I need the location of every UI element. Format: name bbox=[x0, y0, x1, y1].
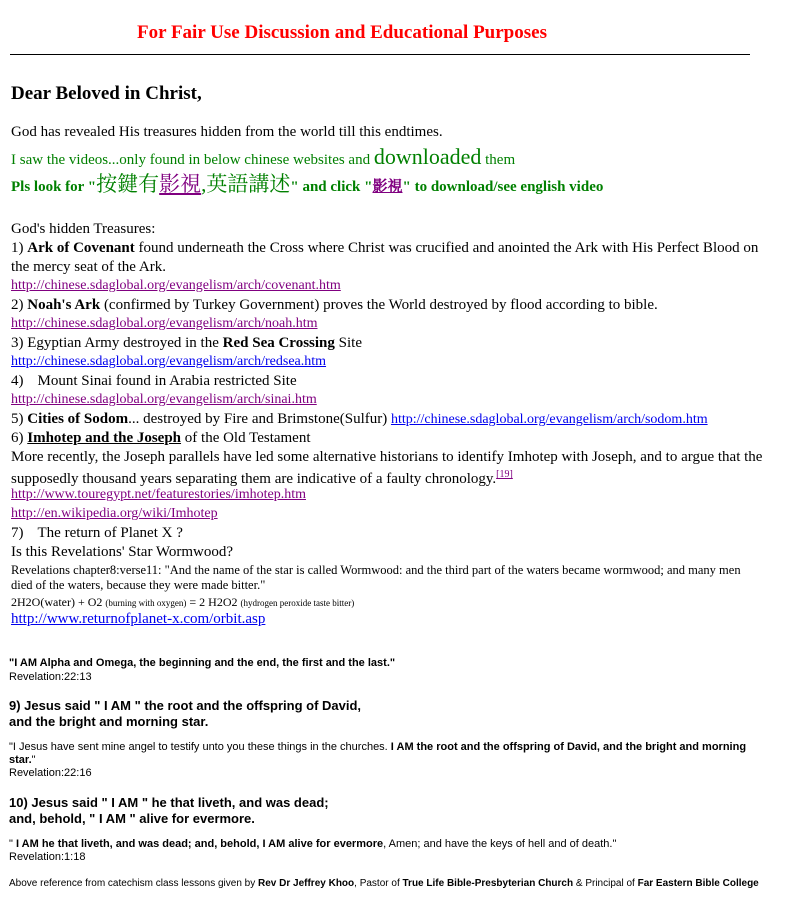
chem-d: (hydrogen peroxide taste bitter) bbox=[240, 598, 355, 608]
treasures-heading: God's hidden Treasures: bbox=[11, 221, 156, 237]
alpha-quote: "I AM Alpha and Omega, the beginning and the end, the first and the last." bbox=[9, 657, 396, 669]
item2-num: 2) bbox=[11, 297, 28, 313]
planetx-link[interactable]: http://www.returnofplanet-x.com/orbit.asp bbox=[11, 611, 266, 627]
item5-line bbox=[11, 411, 708, 428]
chem-b: (burning with oxygen) bbox=[105, 598, 187, 608]
item6-para-line2 bbox=[11, 469, 513, 488]
item7-num: 7) bbox=[11, 525, 24, 541]
item7-line bbox=[11, 525, 183, 542]
item4-text: Mount Sinai found in Arabia restricted Site bbox=[37, 373, 297, 389]
item1-line1 bbox=[11, 240, 758, 257]
pls-line-mid: " and click " bbox=[290, 179, 373, 195]
item3-bold: Red Sea Crossing bbox=[222, 335, 335, 351]
item5-bold: Cities of Sodom bbox=[27, 411, 129, 427]
footnote-19-link[interactable]: [19] bbox=[496, 469, 513, 480]
redsea-link[interactable]: http://chinese.sdaglobal.org/evangelism/arch/redsea.htm bbox=[11, 354, 327, 369]
footer-college-name: Far Eastern Bible College bbox=[637, 878, 759, 889]
chem-a: 2H2O(water) + O2 bbox=[11, 595, 106, 609]
covenant-link[interactable]: http://chinese.sdaglobal.org/evangelism/arch/covenant.htm bbox=[11, 278, 341, 293]
item7-text: The return of Planet X ? bbox=[37, 525, 183, 541]
item6-post: of the Old Testament bbox=[181, 430, 311, 446]
wikipedia-imhotep-link[interactable]: http://en.wikipedia.org/wiki/Imhotep bbox=[11, 506, 218, 521]
section9-heading-line1: 9) Jesus said " I AM " the root and the offspring of David, bbox=[9, 698, 362, 713]
section10-quote bbox=[9, 838, 616, 850]
chem-c: = 2 H2O2 bbox=[186, 595, 241, 609]
ten-quote-bold: I AM he that liveth, and was dead; and, behold, I AM alive for evermore bbox=[15, 838, 384, 850]
item6-para-line1: More recently, the Joseph parallels have led some alternative historians to identify Imhotep with Joseph, and to argue that the bbox=[11, 449, 763, 465]
item4-num: 4) bbox=[11, 373, 24, 389]
touregypt-link[interactable]: http://www.touregypt.net/featurestories/imhotep.htm bbox=[11, 487, 306, 502]
item1-line2: the mercy seat of the Ark. bbox=[11, 259, 166, 275]
footer-church-name: True Life Bible-Presbyterian Church bbox=[402, 878, 574, 889]
item1-bold: Ark of Covenant bbox=[27, 240, 135, 256]
section10-heading-line1: 10) Jesus said " I AM " he that liveth, and was dead; bbox=[9, 795, 329, 810]
pls-line-pre: Pls look for " bbox=[11, 179, 97, 195]
pls-line-cn2: ,英語講述 bbox=[201, 172, 291, 196]
greeting-heading: Dear Beloved in Christ, bbox=[11, 83, 202, 104]
section9-quote-line1 bbox=[9, 741, 746, 753]
footer-mid2: & Principal of bbox=[573, 878, 638, 889]
sinai-link[interactable]: http://chinese.sdaglobal.org/evangelism/arch/sinai.htm bbox=[11, 392, 317, 407]
sodom-link[interactable]: http://chinese.sdaglobal.org/evangelism/arch/sodom.htm bbox=[390, 412, 708, 427]
item6-num: 6) bbox=[11, 430, 28, 446]
ten-quote-pre: " bbox=[9, 838, 16, 850]
item5-num: 5) bbox=[11, 411, 28, 427]
item3-pre: 3) Egyptian Army destroyed in the bbox=[11, 335, 223, 351]
section9-ref: Revelation:22:16 bbox=[9, 767, 92, 779]
footer-mid1: , Pastor of bbox=[354, 878, 403, 889]
nine-quote-bold2: star. bbox=[9, 754, 32, 766]
banner-divider bbox=[10, 54, 750, 55]
item1-text1: found underneath the Cross where Christ was crucified and anointed the Ark with His Perfect Blood on bbox=[134, 240, 759, 256]
videos-line bbox=[11, 144, 515, 170]
section10-ref: Revelation:1:18 bbox=[9, 851, 86, 863]
item2-line bbox=[11, 297, 658, 314]
item6-para2: supposedly thousand years separating them are indicative of a faulty chronology. bbox=[11, 471, 497, 487]
footer-pre: Above reference from catechism class lessons given by bbox=[9, 878, 258, 889]
item2-bold: Noah's Ark bbox=[27, 297, 101, 313]
cn-video-link-small[interactable]: 影視 bbox=[372, 179, 403, 195]
item4-line bbox=[11, 373, 297, 390]
videos-line-post: them bbox=[481, 152, 516, 168]
item5-text: ... destroyed by Fire and Brimstone(Sulfur) bbox=[128, 411, 391, 427]
footer-credit bbox=[9, 878, 759, 889]
pls-line-post: " to download/see english video bbox=[402, 179, 604, 195]
wormwood-verse-line1: Revelations chapter8:verse11: "And the name of the star is called Wormwood: and the third part of the waters became wormwood; and many men bbox=[11, 563, 741, 577]
nine-quote-pre: "I Jesus have sent mine angel to testify unto you these things in the churches. bbox=[9, 741, 391, 753]
item1-num: 1) bbox=[11, 240, 28, 256]
nine-quote-end: " bbox=[31, 754, 36, 766]
videos-line-big: downloaded bbox=[373, 144, 482, 169]
noah-link[interactable]: http://chinese.sdaglobal.org/evangelism/arch/noah.htm bbox=[11, 316, 318, 331]
section9-quote-line2 bbox=[9, 754, 36, 766]
item6-bold: Imhotep and the Joseph bbox=[27, 430, 182, 446]
intro-text: God has revealed His treasures hidden from the world till this endtimes. bbox=[11, 124, 443, 140]
footer-pastor-name: Rev Dr Jeffrey Khoo bbox=[258, 878, 355, 889]
section10-heading-line2: and, behold, " I AM " alive for evermore. bbox=[9, 811, 255, 826]
item3-line bbox=[11, 335, 362, 352]
pls-line-cn1: 按鍵有 bbox=[96, 172, 160, 196]
nine-quote-bold: I AM the root and the offspring of David, and the bright and morning bbox=[390, 741, 747, 753]
item7-question: Is this Revelations' Star Wormwood? bbox=[11, 544, 234, 560]
alpha-ref: Revelation:22:13 bbox=[9, 671, 92, 683]
wormwood-verse-line2: died of the waters, because they were made bitter." bbox=[11, 578, 266, 592]
banner-title: For Fair Use Discussion and Educational Purposes bbox=[137, 22, 547, 43]
cn-video-link-large[interactable]: 影視 bbox=[159, 172, 202, 196]
ten-quote-post: , Amen; and have the keys of hell and of death." bbox=[383, 838, 617, 850]
item2-text: (confirmed by Turkey Government) proves the World destroyed by flood according to bible. bbox=[100, 297, 658, 313]
item3-post: Site bbox=[334, 335, 362, 351]
chemistry-line bbox=[11, 595, 354, 610]
pls-line bbox=[11, 168, 603, 198]
section9-heading-line2: and the bright and morning star. bbox=[9, 714, 209, 729]
videos-line-pre: I saw the videos...only found in below chinese websites and bbox=[11, 152, 374, 168]
item6-line bbox=[11, 430, 311, 447]
